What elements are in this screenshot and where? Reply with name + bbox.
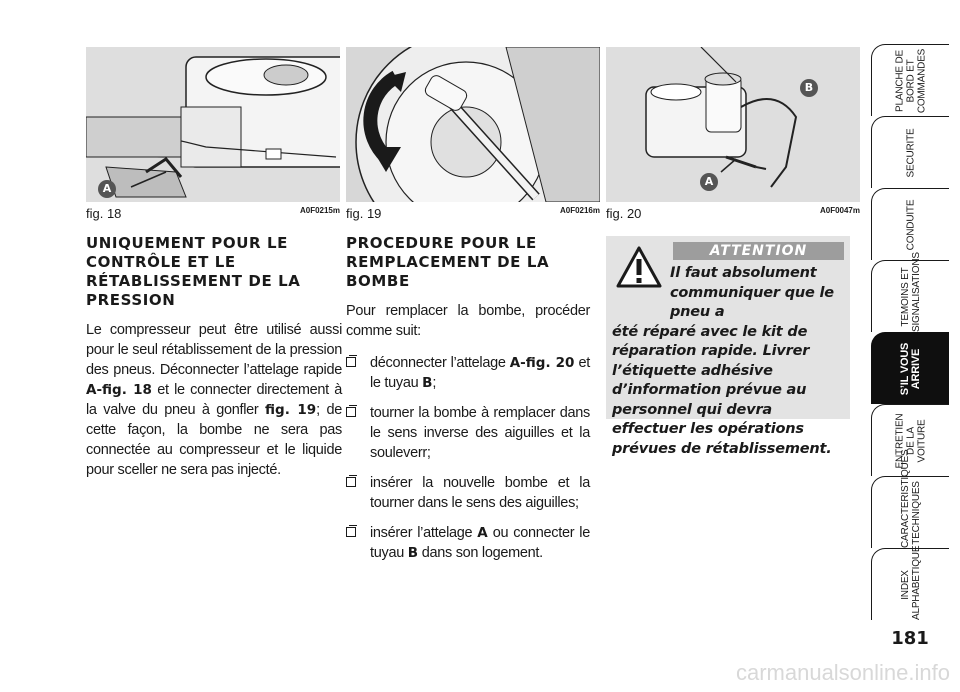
page-number: 181 xyxy=(891,628,929,649)
warning-box xyxy=(606,236,850,457)
figure-18-image xyxy=(86,47,340,202)
checkbox-bullet-icon xyxy=(346,527,356,537)
list-item: insérer la nouvelle bombe et la tourner dans le sens des aiguilles; xyxy=(346,473,590,513)
section-bomb-replacement xyxy=(346,234,590,573)
tab-securite[interactable]: SECURITE xyxy=(871,116,949,188)
compressor-illustration xyxy=(86,47,340,202)
warning-text: Il faut absolument communiquer que le pneu a été réparé avec le kit de réparation rapide. Livrer l’étiquette adhésive d’information prévue au personnel qui devra effectuer les opérations prévues de rétablissement. xyxy=(612,265,834,457)
figure-20-image xyxy=(606,47,860,202)
checkbox-bullet-icon xyxy=(346,407,356,417)
figure-19-image xyxy=(346,47,600,202)
list-item: déconnecter l’attelage A-fig. 20 et le tuyau B; xyxy=(346,353,590,393)
figure-20-caption xyxy=(606,206,860,224)
tab-planche-de-bord[interactable]: PLANCHE DE BORD ET COMMANDES xyxy=(871,44,949,116)
section-paragraph: Le compresseur peut être utilisé aussi pour le seul rétablissement de la pression des pneus. Déconnecter l’attelage rapide A-fig. 18 et le connecter directement à la valve du pneu à gonfler fig. 19; de cette façon, la bombe ne sera pas connectée au compresseur et le liquide pour sceller ne sera pas injecté. xyxy=(86,322,342,478)
tab-conduite[interactable]: CONDUITE xyxy=(871,188,949,260)
figure-label: fig. 19 xyxy=(346,206,382,221)
bomb-replacement-illustration xyxy=(606,47,860,202)
procedure-steps xyxy=(346,353,590,563)
checkbox-bullet-icon xyxy=(346,357,356,367)
figure-19-caption xyxy=(346,206,600,224)
figure-code: A0F0047m xyxy=(819,206,860,215)
figure-18-caption xyxy=(86,206,340,224)
footer-watermark: carmanualsonline.info xyxy=(735,660,950,685)
tab-temoins[interactable]: TEMOINS ET SIGNALISATIONS xyxy=(871,260,949,332)
section-pressure-only xyxy=(86,234,342,480)
figure-label: fig. 20 xyxy=(606,206,642,221)
marker-b: B xyxy=(800,79,818,97)
figure-code: A0F0216m xyxy=(559,206,600,215)
marker-a: A xyxy=(700,173,718,191)
chapter-tabs xyxy=(871,0,960,692)
wheel-valve-illustration xyxy=(346,47,600,202)
tab-sil-vous-arrive[interactable]: S’IL VOUS ARRIVE xyxy=(871,332,949,404)
figure-code: A0F0215m xyxy=(299,206,340,215)
list-item: insérer l’attelage A ou connecter le tuyau B dans son logement. xyxy=(346,523,590,563)
section-heading: PROCEDURE POUR LE REMPLACEMENT DE LA BOMBE xyxy=(346,234,550,290)
checkbox-bullet-icon xyxy=(346,477,356,487)
section-intro: Pour remplacer la bombe, procéder comme suit: xyxy=(346,303,590,339)
tab-caracteristiques[interactable]: CARACTERISTIQUES TECHNIQUES xyxy=(871,476,949,548)
marker-a: A xyxy=(98,180,116,198)
tab-index[interactable]: INDEX ALPHABETIQUE xyxy=(871,548,949,620)
section-heading: UNIQUEMENT POUR LE CONTRÔLE ET LE RÉTABLISSEMENT DE LA PRESSION xyxy=(86,234,301,309)
list-item: tourner la bombe à remplacer dans le sens inverse des aiguilles et la souleverr; xyxy=(346,403,590,463)
tab-entretien[interactable]: ENTRETIEN DE LA VOITURE xyxy=(871,404,949,476)
warning-banner: ATTENTION xyxy=(673,242,844,260)
figure-label: fig. 18 xyxy=(86,206,122,221)
